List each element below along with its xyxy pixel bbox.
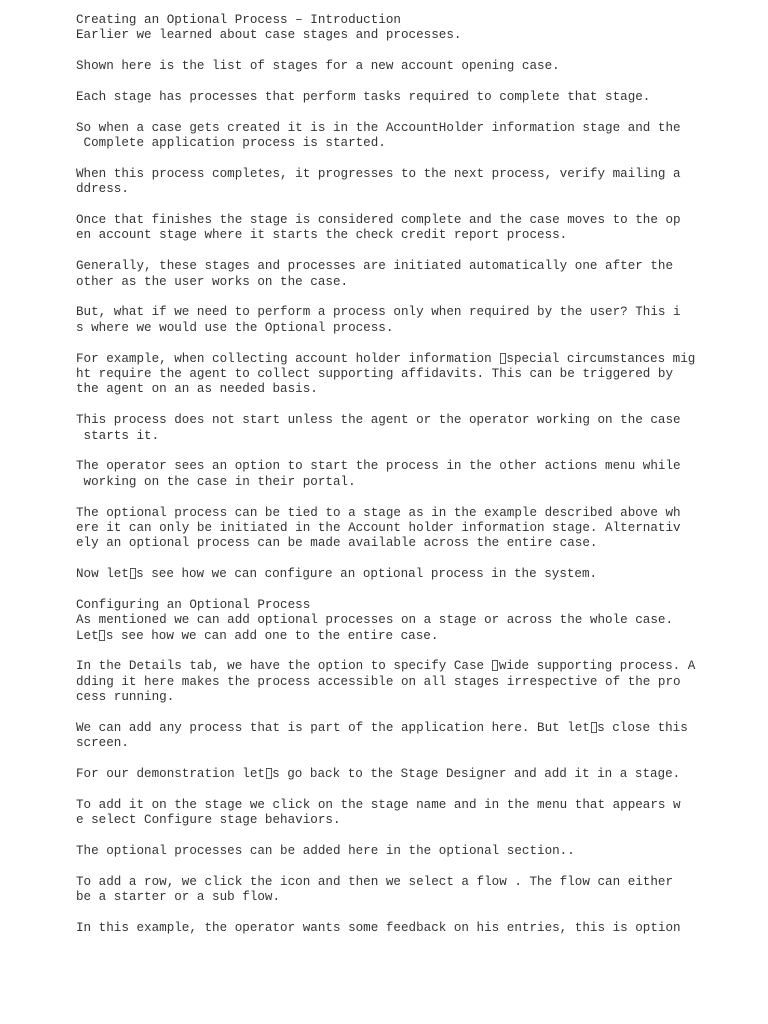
text-line: The optional process can be tied to a stage as in the example described above wh [76,505,681,520]
text-line: cess running. [76,690,175,705]
paragraph [76,721,756,752]
text-line: ddress. [76,182,129,197]
text-line: The optional processes can be added here in the optional section.. [76,844,575,859]
text-line: Configuring an Optional Process [76,597,311,612]
text-line: dding it here makes the process accessible on all stages irrespective of the pro [76,674,681,689]
text-line: Each stage has processes that perform tasks required to complete that stage. [76,89,651,104]
paragraph [76,659,756,705]
text-line: working on the case in their portal. [76,474,356,489]
text-line: ht require the agent to collect supporting affidavits. This can be triggered by [76,366,674,381]
text-line: For example, when collecting account holder information special circumstances mig [76,351,696,366]
text-line: To add it on the stage we click on the stage name and in the menu that appears w [76,797,681,812]
text-line: As mentioned we can add optional processes on a stage or across the whole case. [76,613,674,628]
text-line: s where we would use the Optional process. [76,320,394,335]
missing-glyph-box [591,722,597,733]
text-line: starts it. [76,428,160,443]
missing-glyph-box [99,630,105,641]
paragraph [76,767,756,782]
paragraph [76,90,756,105]
text-line: other as the user works on the case. [76,274,349,289]
text-line: So when a case gets created it is in the AccountHolder information stage and the [76,120,681,135]
text-line: Once that finishes the stage is considered complete and the case moves to the op [76,213,681,228]
paragraph [76,798,756,829]
missing-glyph-box [492,660,498,671]
text-line: This process does not start unless the agent or the operator working on the case [76,413,681,428]
paragraph [76,844,756,859]
paragraph [76,121,756,152]
text-line: be a starter or a sub flow. [76,890,281,905]
paragraph [76,875,756,906]
text-line: Now let s see how we can configure an optional process in the system. [76,567,598,582]
text-line: screen. [76,736,129,751]
paragraph [76,28,756,43]
text-line: Earlier we learned about case stages and processes. [76,28,462,43]
text-line: When this process completes, it progresses to the next process, verify mailing a [76,166,681,181]
missing-glyph-box [266,768,272,779]
paragraph [76,305,756,336]
paragraph [76,506,756,552]
text-line: We can add any process that is part of the application here. But let s close this [76,720,688,735]
text-line: But, what if we need to perform a process only when required by the user? This i [76,305,681,320]
text-line: ely an optional process can be made available across the entire case. [76,536,598,551]
paragraph [76,259,756,290]
paragraph [76,921,756,936]
paragraph [76,413,756,444]
text-line: In this example, the operator wants some feedback on his entries, this is option [76,921,681,936]
paragraph [76,613,756,644]
text-line: Shown here is the list of stages for a new account opening case. [76,59,560,74]
paragraph [76,167,756,198]
text-line: Complete application process is started. [76,136,386,151]
paragraph [76,13,756,28]
text-line: For our demonstration let s go back to the Stage Designer and add it in a stage. [76,767,681,782]
missing-glyph-box [130,568,136,579]
paragraph [76,213,756,244]
text-line: e select Configure stage behaviors. [76,813,341,828]
text-line: the agent on an as needed basis. [76,382,318,397]
text-line: The operator sees an option to start the process in the other actions menu while [76,459,681,474]
paragraph [76,459,756,490]
text-line: To add a row, we click the icon and then we select a flow . The flow can either [76,874,674,889]
paragraph [76,567,756,582]
paragraph [76,59,756,74]
text-line: ere it can only be initiated in the Account holder information stage. Alternativ [76,520,681,535]
paragraph [76,352,756,398]
paragraph [76,598,756,613]
text-line: en account stage where it starts the check credit report process. [76,228,568,243]
text-line: Let s see how we can add one to the entire case. [76,628,439,643]
text-line: In the Details tab, we have the option to specify Case wide supporting process. A [76,659,696,674]
text-line: Creating an Optional Process – Introduction [76,13,401,27]
document-body [76,13,756,952]
text-line: Generally, these stages and processes are initiated automatically one after the [76,259,674,274]
missing-glyph-box [500,353,506,364]
